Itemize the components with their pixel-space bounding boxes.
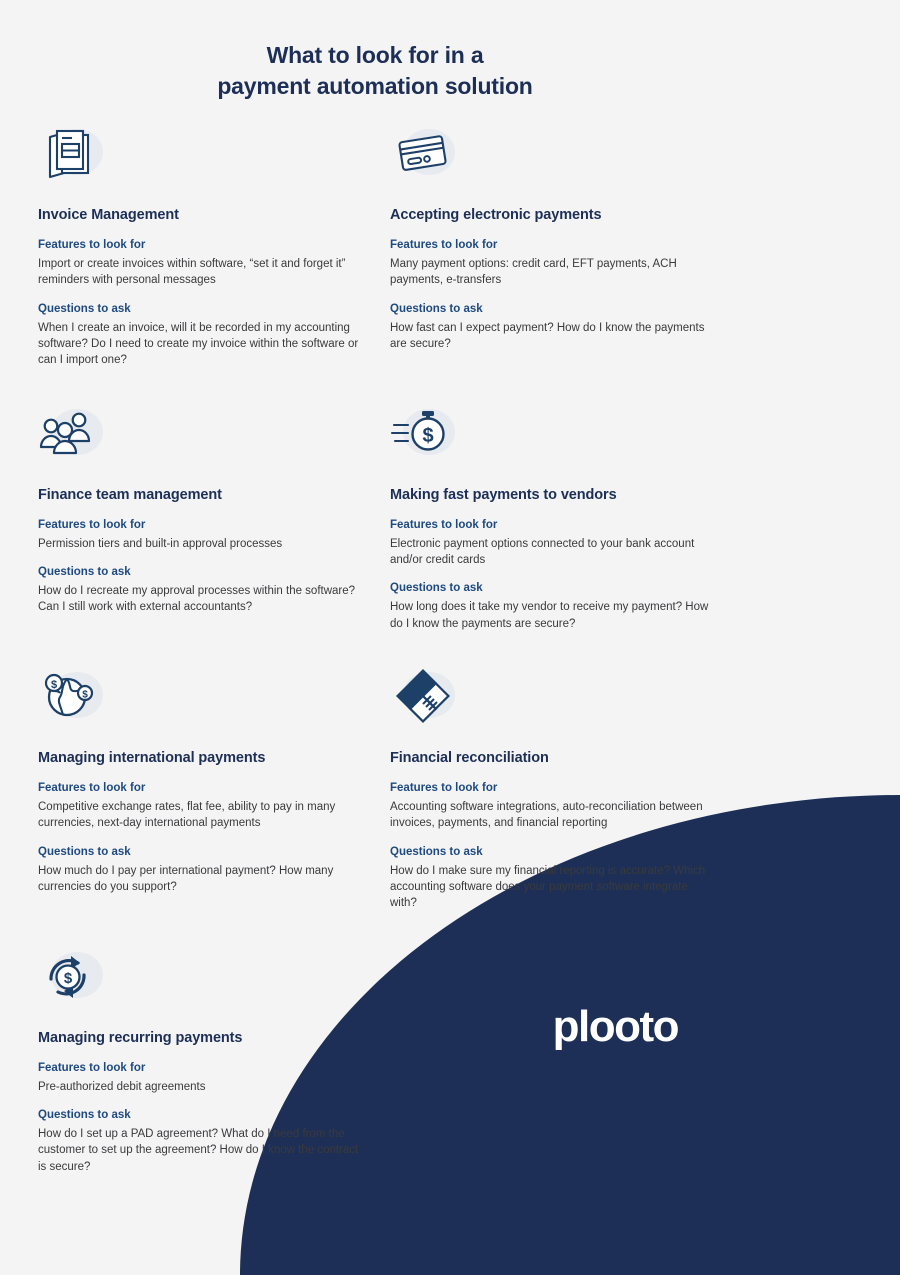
features-text: Accounting software integrations, auto-reconciliation between invoices, payments, and financial reporting <box>390 801 703 830</box>
stopwatch-dollar-icon <box>390 403 456 467</box>
features-label: Features to look for <box>38 1061 146 1074</box>
questions-label: Questions to ask <box>38 845 131 858</box>
recurring-dollar-icon <box>38 946 104 1010</box>
card-invoice-management <box>38 123 390 369</box>
page-title <box>0 40 750 101</box>
handshake-icon <box>390 666 456 730</box>
card-accepting-electronic-payments <box>390 123 742 369</box>
row-spacer <box>390 632 742 666</box>
questions-text: How do I set up a PAD agreement? What do I need from the customer to set up the agreement? How do I know the contract is secure? <box>38 1128 359 1173</box>
row-spacer <box>390 912 742 946</box>
questions-text: How much do I pay per international payment? How many currencies do you support? <box>38 864 334 894</box>
features-label: Features to look for <box>390 239 498 252</box>
features-label: Features to look for <box>38 518 146 531</box>
page-title-line-1: What to look for in a <box>266 42 484 68</box>
features-label: Features to look for <box>38 782 146 795</box>
row-spacer <box>38 912 390 946</box>
questions-label: Questions to ask <box>38 1109 131 1122</box>
features-text: Electronic payment options connected to your bank account and/or credit cards <box>390 537 695 567</box>
questions-label: Questions to ask <box>390 302 483 315</box>
card-title: Invoice Management <box>38 207 179 224</box>
card-title: Making fast payments to vendors <box>390 486 617 503</box>
row-spacer <box>390 369 742 403</box>
card-managing-recurring-payments <box>38 946 390 1175</box>
card-finance-team-management <box>38 403 390 632</box>
questions-text: How fast can I expect payment? How do I know the payments are secure? <box>390 321 705 351</box>
svg-text:$: $ <box>422 424 434 447</box>
globe-dollar-icon <box>38 666 104 730</box>
card-title: Financial reconciliation <box>390 750 549 767</box>
features-label: Features to look for <box>38 239 146 252</box>
questions-text: How long does it take my vendor to receive my payment? How do I know the payments are secure? <box>390 601 709 630</box>
svg-text:$: $ <box>63 969 73 987</box>
plooto-logo: plooto <box>552 1002 678 1051</box>
row-spacer <box>38 632 390 666</box>
features-text: Import or create invoices within software, “set it and forget it” reminders with personal messages <box>38 258 346 287</box>
credit-card-icon <box>390 123 456 187</box>
row-spacer <box>38 369 390 403</box>
questions-label: Questions to ask <box>390 845 483 858</box>
card-title: Finance team management <box>38 486 222 503</box>
card-title: Managing recurring payments <box>38 1029 243 1046</box>
people-group-icon <box>38 403 104 467</box>
features-text: Permission tiers and built-in approval processes <box>38 537 283 550</box>
questions-text: When I create an invoice, will it be recorded in my accounting software? Do I need to create my invoice within the software or can I import one? <box>38 321 359 367</box>
questions-text: How do I recreate my approval processes within the software? Can I still work with external accountants? <box>38 585 356 614</box>
questions-label: Questions to ask <box>390 582 483 595</box>
card-title: Accepting electronic payments <box>390 207 602 224</box>
features-text: Many payment options: credit card, EFT payments, ACH payments, e-transfers <box>390 258 677 287</box>
page-header <box>0 0 750 101</box>
features-label: Features to look for <box>390 782 498 795</box>
page-title-line-2: payment automation solution <box>217 72 533 99</box>
card-making-fast-payments-to-vendors <box>390 403 742 632</box>
svg-text:$: $ <box>50 679 58 692</box>
features-label: Features to look for <box>390 518 498 531</box>
questions-label: Questions to ask <box>38 566 131 579</box>
empty-cell <box>390 946 742 1175</box>
features-text: Competitive exchange rates, flat fee, ability to pay in many currencies, next-day international payments <box>38 801 336 830</box>
card-managing-international-payments <box>38 666 390 912</box>
card-financial-reconciliation <box>390 666 742 912</box>
questions-label: Questions to ask <box>38 302 131 315</box>
questions-text: How do I make sure my financial reporting is accurate? Which accounting software does your payment software integrate with? <box>390 864 706 910</box>
documents-icon <box>38 123 104 187</box>
svg-text:$: $ <box>82 689 88 701</box>
card-title: Managing international payments <box>38 750 266 767</box>
features-text: Pre-authorized debit agreements <box>38 1080 206 1093</box>
